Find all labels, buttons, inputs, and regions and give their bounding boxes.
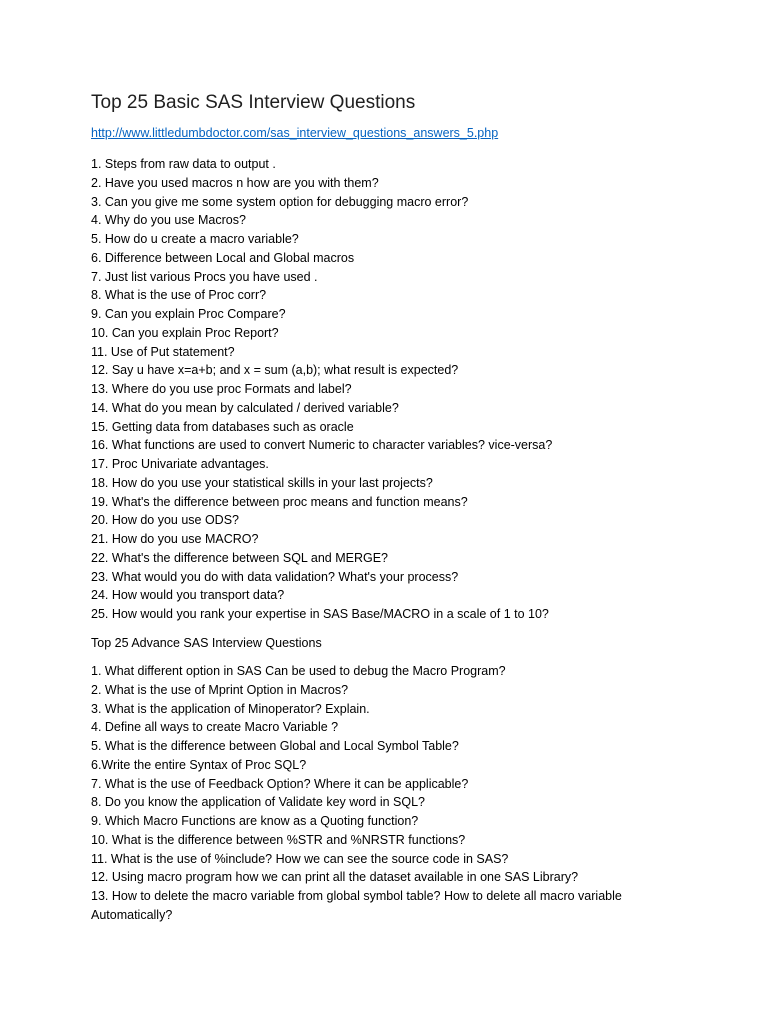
question-item: 3. Can you give me some system option for debugging macro error? xyxy=(91,194,469,209)
question-item: 7. Just list various Procs you have used . xyxy=(91,269,318,284)
question-item: 2. Have you used macros n how are you with them? xyxy=(91,175,379,190)
question-item: 1. Steps from raw data to output . xyxy=(91,157,276,171)
advanced-questions-list xyxy=(91,662,661,925)
question-item: 25. How would you rank your expertise in SAS Base/MACRO in a scale of 1 to 10? xyxy=(91,607,549,621)
question-item: 7. What is the use of Feedback Option? Where it can be applicable? xyxy=(91,776,469,791)
question-item: 13. Where do you use proc Formats and label? xyxy=(91,382,352,396)
question-item: 2. What is the use of Mprint Option in Macros? xyxy=(91,682,349,697)
question-item: 9. Can you explain Proc Compare? xyxy=(91,307,286,321)
question-item: 14. What do you mean by calculated / derived variable? xyxy=(91,400,399,415)
question-item: 24. How would you transport data? xyxy=(91,588,285,603)
question-item: 9. Which Macro Functions are know as a Quoting function? xyxy=(91,814,419,828)
advanced-heading: Top 25 Advance SAS Interview Questions xyxy=(91,636,322,650)
question-item: 19. What's the difference between proc means and function means? xyxy=(91,494,468,509)
question-item: 10. Can you explain Proc Report? xyxy=(91,325,279,340)
question-item: 20. How do you use ODS? xyxy=(91,513,239,528)
question-item: 6. Difference between Local and Global macros xyxy=(91,250,355,265)
question-item: 1. What different option in SAS Can be used to debug the Macro Program? xyxy=(91,664,506,678)
question-item: 22. What's the difference between SQL and MERGE? xyxy=(91,550,388,565)
question-item: 4. Define all ways to create Macro Variable ? xyxy=(91,720,339,735)
question-item: 3. What is the application of Minoperator? Explain. xyxy=(91,701,370,716)
question-item: 4. Why do you use Macros? xyxy=(91,213,246,228)
question-item: 17. Proc Univariate advantages. xyxy=(91,457,269,471)
page-title: Top 25 Basic SAS Interview Questions xyxy=(91,92,416,113)
basic-questions-list xyxy=(91,155,552,624)
question-item: 8. Do you know the application of Validate key word in SQL? xyxy=(91,795,425,810)
question-item: 12. Say u have x=a+b; and x = sum (a,b); what result is expected? xyxy=(91,363,459,378)
question-item: 11. Use of Put statement? xyxy=(91,344,235,359)
question-item: 11. What is the use of %include? How we can see the source code in SAS? xyxy=(91,851,509,866)
question-item: 21. How do you use MACRO? xyxy=(91,532,259,546)
question-item: 12. Using macro program how we can print all the dataset available in one SAS Library? xyxy=(91,870,579,885)
question-item: 5. What is the difference between Global and Local Symbol Table? xyxy=(91,739,459,753)
question-item: 13. How to delete the macro variable from global symbol table? How to delete all macro variable Automatically? xyxy=(91,889,622,922)
question-item: 8. What is the use of Proc corr? xyxy=(91,288,267,303)
question-item: 18. How do you use your statistical skills in your last projects? xyxy=(91,475,433,490)
question-item: 15. Getting data from databases such as oracle xyxy=(91,419,354,434)
question-item: 5. How do u create a macro variable? xyxy=(91,232,299,246)
question-item: 16. What functions are used to convert Numeric to character variables? vice-versa? xyxy=(91,438,553,453)
source-link[interactable]: http://www.littledumbdoctor.com/sas_interview_questions_answers_5.php xyxy=(91,126,499,140)
question-item: 10. What is the difference between %STR and %NRSTR functions? xyxy=(91,832,466,847)
question-item: 23. What would you do with data validation? What's your process? xyxy=(91,569,459,584)
question-item: 6.Write the entire Syntax of Proc SQL? xyxy=(91,757,307,772)
